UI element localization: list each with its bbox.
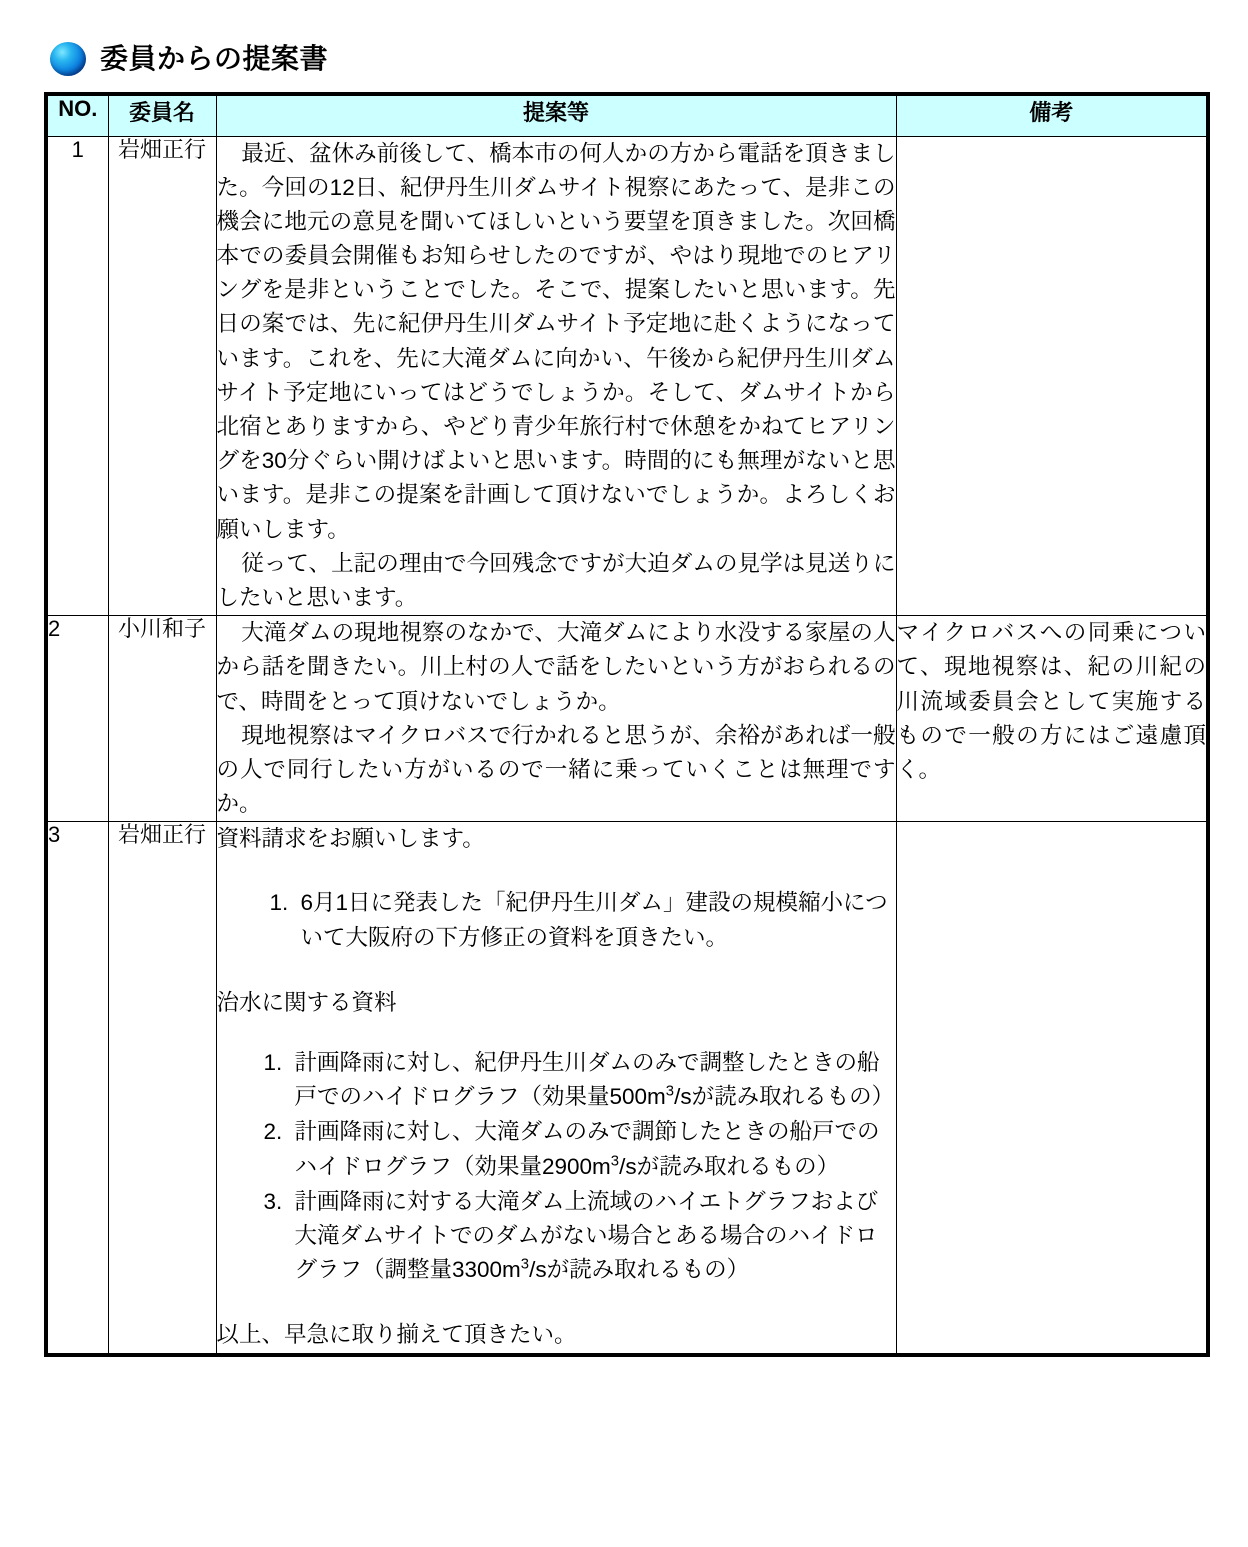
row-remarks-text — [896, 616, 1208, 822]
table-row — [46, 822, 1208, 1355]
row-number: 1 — [46, 136, 108, 616]
table-row — [46, 616, 1208, 822]
row-proposal-text — [216, 822, 896, 1355]
document-heading — [50, 42, 328, 76]
table-header — [46, 94, 1208, 136]
spacer — [217, 1288, 896, 1318]
row-member-name: 小川和子 — [108, 616, 216, 822]
row-proposal-text — [216, 616, 896, 822]
request-list-primary — [217, 886, 896, 954]
row-proposal-text — [216, 136, 896, 616]
proposal-paragraph: 大滝ダムの現地視察のなかで、大滝ダムにより水没する家屋の人から話を聞きたい。川上村の人で話をしたいという方がおられるので、時間をとって頂けないでしょうか。 — [216, 620, 896, 714]
spacer — [217, 856, 896, 886]
spacer — [217, 1020, 896, 1046]
list-item: 1. 計画降雨に対し、紀伊丹生川ダムのみで調整したときの船戸でのハイドログラフ（効果量$500m^3/s$が読み取れるもの） — [289, 1046, 896, 1114]
table-body — [46, 136, 1208, 1355]
list-item: 2. 計画降雨に対し、大滝ダムのみで調節したときの船戸でのハイドログラフ（効果量$2900m^3/s$が読み取れるもの） — [289, 1115, 896, 1183]
column-header-member: 委員名 — [108, 94, 216, 136]
list-item: 1. 6月1日に発表した「紀伊丹生川ダム」建設の規模縮小について大阪府の下方修正の資料を頂きたい。 — [295, 886, 896, 954]
row-member-name: 岩畑正行 — [108, 136, 216, 616]
table-row — [46, 136, 1208, 616]
row-number: 2 — [46, 616, 108, 822]
row-remarks-text — [896, 136, 1208, 616]
proposal-paragraph: 現地視察はマイクロバスで行かれると思うが、余裕があれば一般の人で同行したい方がいるので一緒に乗っていくことは無理ですか。 — [216, 722, 896, 817]
row-number: 3 — [46, 822, 108, 1355]
proposals-table-container — [44, 92, 1206, 1357]
proposal-paragraph: 最近、盆休み前後して、橋本市の何人かの方から電話を頂きました。今回の12日、紀伊丹生川ダムサイト視察にあたって、是非この機会に地元の意見を聞いてほしいという要望を頂きました。次回橋本での委員会開催もお知らせしたのですが、やはり現地でのヒアリングを是非ということでした。そこで、提案したいと思います。先日の案では、先に紀伊丹生川ダムサイト予定地に赴くようになっています。これを、先に大滝ダムに向かい、午後から紀伊丹生川ダムサイト予定地にいってはどうでしょうか。そして、ダムサイトから北宿とありますから、やどり青少年旅行村で休憩をかねてヒアリングを30分ぐらい開けばよいと思います。時間的にも無理がないと思います。是非この提案を計画して頂けないでしょうか。よろしくお願いします。 — [216, 140, 896, 542]
column-header-no: NO. — [46, 94, 108, 136]
proposals-table — [44, 92, 1210, 1357]
row-member-name: 岩畑正行 — [108, 822, 216, 1355]
column-header-proposal: 提案等 — [216, 94, 896, 136]
page-title: 委員からの提案書 — [100, 43, 329, 74]
row-remarks-text — [896, 822, 1208, 1355]
proposal-intro-line: 資料請求をお願いします。 — [216, 826, 485, 852]
section-label: 治水に関する資料 — [216, 989, 397, 1015]
blue-sphere-bullet-icon — [50, 42, 86, 76]
list-item: 3. 計画降雨に対する大滝ダム上流域のハイエトグラフおよび大滝ダムサイトでのダムがない場合とある場合のハイドログラフ（調整量$3300m^3/s$が読み取れるもの） — [289, 1185, 896, 1288]
column-header-remarks: 備考 — [896, 94, 1208, 136]
proposal-closing-line: 以上、早急に取り揃えて頂きたい。 — [216, 1322, 577, 1348]
remarks-paragraph: マイクロバスへの同乗について、現地視察は、紀の川紀の川流域委員会として実施するもので一般の方にはご遠慮頂く。 — [896, 620, 1206, 782]
spacer — [217, 956, 896, 986]
request-list-flood-control — [217, 1046, 896, 1287]
table-header-row — [46, 94, 1208, 136]
proposal-paragraph: 従って、上記の理由で今回残念ですが大迫ダムの見学は見送りにしたいと思います。 — [216, 550, 896, 610]
